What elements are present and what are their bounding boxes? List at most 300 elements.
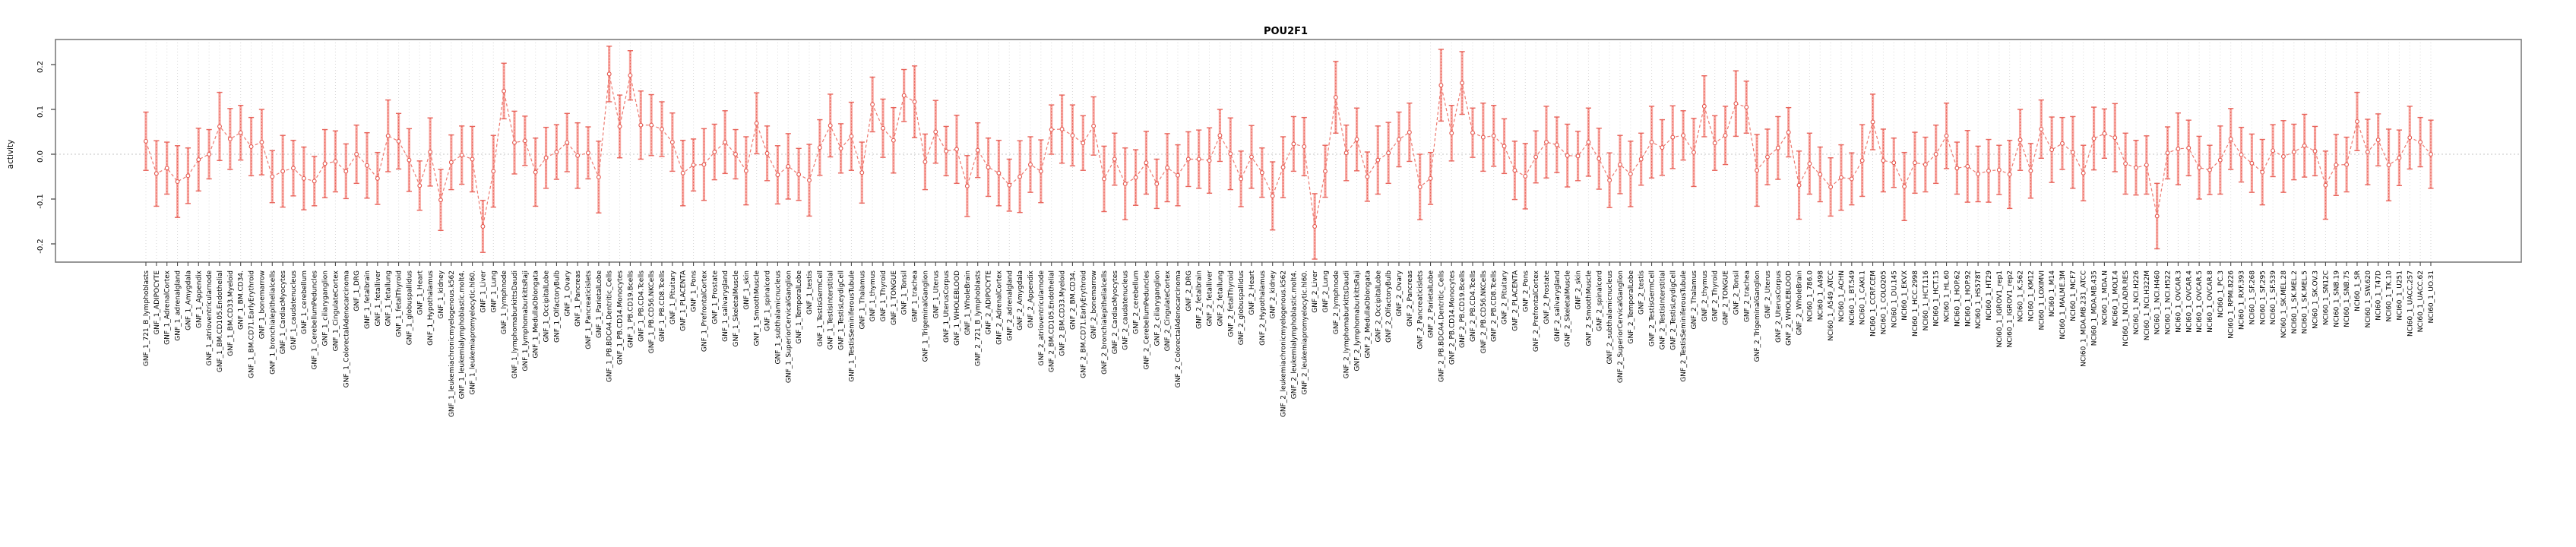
x-tick-label: GNF_2_WholeBrain xyxy=(1796,270,1804,336)
x-tick-label: GNF_1_fetalThyroid xyxy=(395,270,403,337)
x-tick-label: NCI60_1_NCI.H226 xyxy=(2132,270,2141,335)
x-tick-label: GNF_1_BM.CD33.Myeloid xyxy=(226,270,235,356)
data-point-marker xyxy=(1524,175,1527,179)
x-tick-label: GNF_1_TemporalLobe xyxy=(796,270,804,344)
series-layer xyxy=(143,46,2433,259)
x-tick-label: GNF_1_CerebellumPeduncles xyxy=(311,270,319,370)
x-tick-label: GNF_2_ParietalLobe xyxy=(1427,270,1435,339)
data-point-marker xyxy=(1576,154,1580,158)
data-point-marker xyxy=(1144,161,1148,165)
x-tick-label: GNF_2_WHOLEBLOOD xyxy=(1785,270,1793,346)
data-point-marker xyxy=(154,172,158,175)
x-tick-label: GNF_1_caudatenucleus xyxy=(290,270,298,350)
data-point-marker xyxy=(1987,169,1991,172)
x-tick-label: NCI60_1_OVCAR.4 xyxy=(2185,270,2194,333)
data-point-marker xyxy=(1281,166,1285,169)
data-point-marker xyxy=(818,146,821,150)
data-point-marker xyxy=(2124,162,2128,166)
data-point-marker xyxy=(2239,153,2243,157)
x-tick-label: GNF_2_lymphomaburkittsRaji xyxy=(1353,270,1362,372)
x-tick-label: GNF_1_fetalliver xyxy=(374,270,382,327)
x-tick-label: GNF_1_Thyroid xyxy=(879,270,888,322)
data-point-marker xyxy=(1166,166,1169,169)
x-tick-label: GNF_2_leukemiapromyelocytic.hl60. xyxy=(1301,270,1309,395)
x-tick-label: GNF_2_SkeletalMuscle xyxy=(1564,270,1572,347)
x-tick-label: GNF_1_Pituitary xyxy=(669,270,677,325)
data-point-marker xyxy=(913,100,916,104)
data-point-marker xyxy=(1018,175,1022,179)
x-tick-label: NCI60_1_MOLT.4 xyxy=(2112,270,2120,327)
x-tick-label: GNF_2_Ovary xyxy=(1395,270,1404,317)
x-tick-label: GNF_2_Appendix xyxy=(1027,270,1035,328)
data-point-marker xyxy=(312,179,316,183)
data-point-marker xyxy=(207,153,211,157)
x-tick-label: NCI60_1_MCF7 xyxy=(2069,270,2078,321)
x-tick-label: GNF_2_Thalamus xyxy=(1690,270,1698,330)
data-point-marker xyxy=(523,139,527,143)
x-tick-label: GNF_1_cerebellum xyxy=(300,270,309,334)
data-point-marker xyxy=(860,171,864,175)
x-tick-label: NCI60_1_U251 xyxy=(2396,270,2404,321)
data-point-marker xyxy=(1260,171,1264,175)
x-tick-label: GNF_1_SuperiorCervicalGanglion xyxy=(785,270,793,384)
x-tick-label: GNF_2_testis xyxy=(1638,270,1646,315)
data-point-marker xyxy=(1134,175,1138,179)
x-tick-label: NCI60_1_NCI.ADR.RES xyxy=(2122,270,2131,346)
x-tick-label: GNF_2_Amygdala xyxy=(1017,270,1025,330)
data-point-marker xyxy=(997,171,1001,175)
x-tick-label: GNF_2_globuspallidus xyxy=(1238,270,1246,346)
x-tick-label: GNF_1_Lung xyxy=(490,270,498,313)
data-point-marker xyxy=(1239,177,1243,181)
data-point-marker xyxy=(1860,159,1864,163)
x-tick-label: GNF_2_SuperiorCervicalGanglion xyxy=(1616,270,1625,384)
x-tick-label: GNF_1_Tonsil xyxy=(900,270,909,315)
x-tick-label: NCI60_1_SN12C xyxy=(2322,270,2331,326)
data-point-marker xyxy=(1545,141,1549,144)
x-tick-label: GNF_1_thymus xyxy=(869,270,878,322)
x-tick-label: GNF_2_cerebellum xyxy=(1132,270,1141,334)
x-tick-label: GNF_2_Pons xyxy=(1522,270,1530,312)
data-point-marker xyxy=(1197,157,1201,161)
x-tick-label: GNF_1_PB.CD14.Monocytes xyxy=(616,270,625,365)
data-point-marker xyxy=(2198,166,2201,169)
data-point-marker xyxy=(955,147,959,151)
x-tick-label: GNF_2_Tonsil xyxy=(1733,270,1741,315)
data-point-marker xyxy=(2081,171,2085,175)
x-tick-label: NCI60_1_K.562 xyxy=(2017,270,2025,322)
data-point-marker xyxy=(681,171,685,175)
x-tick-label: GNF_1_Pancreas xyxy=(574,270,583,327)
data-point-marker xyxy=(1397,138,1401,141)
data-point-marker xyxy=(923,160,927,164)
x-tick-label: GNF_2_PB.CD8.Tcells xyxy=(1490,270,1498,343)
x-tick-label: GNF_1_ciliaryganglion xyxy=(321,270,330,346)
x-tick-label: NCI60_1_RXF.393 xyxy=(2238,270,2246,330)
data-point-marker xyxy=(2366,150,2369,154)
x-tick-label: GNF_1_PB.CD56.NKCells xyxy=(648,270,657,354)
data-point-marker xyxy=(1628,172,1632,176)
data-point-marker xyxy=(2218,158,2222,162)
x-tick-label: NCI60_1_UACC.62 xyxy=(2417,270,2426,333)
data-point-marker xyxy=(1060,128,1064,131)
data-point-marker xyxy=(2429,153,2433,157)
x-tick-label: GNF_1_TestisInterstitial xyxy=(827,270,835,350)
x-tick-label: GNF_2_OccipitalLobe xyxy=(1375,270,1383,343)
data-point-marker xyxy=(271,175,274,179)
data-point-marker xyxy=(228,138,232,141)
x-tick-label: GNF_1_Hypothalamus xyxy=(427,270,435,346)
x-tick-label: GNF_2_MedullaOblongata xyxy=(1364,270,1372,359)
data-point-marker xyxy=(1639,157,1643,161)
x-tick-label: GNF_2_Pituitary xyxy=(1501,270,1509,325)
data-point-marker xyxy=(1418,185,1422,189)
x-tick-label: GNF_1_Pancreaticislets xyxy=(584,270,593,349)
data-point-marker xyxy=(2050,148,2054,152)
data-point-marker xyxy=(218,125,222,128)
x-tick-label: NCI60_1_SF.539 xyxy=(2270,270,2278,325)
data-point-marker xyxy=(2071,150,2074,154)
data-point-marker xyxy=(2313,149,2317,153)
x-tick-label: GNF_2_spinalcord xyxy=(1596,270,1604,331)
data-point-marker xyxy=(1460,81,1464,85)
data-point-marker xyxy=(1587,141,1590,144)
x-tick-label: NCI60_1_UACC.257 xyxy=(2407,270,2415,337)
data-point-marker xyxy=(2208,168,2212,172)
x-tick-label: NCI60_1_SNB.19 xyxy=(2333,270,2341,327)
data-point-marker xyxy=(555,150,559,154)
x-tick-label: GNF_2_UterusCorpus xyxy=(1774,270,1783,343)
x-tick-label: GNF_2_Hypothalamus xyxy=(1258,270,1267,346)
data-point-marker xyxy=(2292,150,2296,154)
x-tick-label: NCI60_1_HCC.2998 xyxy=(1911,270,1919,337)
y-axis-title: activity xyxy=(6,139,15,169)
data-point-marker xyxy=(702,163,706,166)
x-tick-label: GNF_1_PrefrontalCortex xyxy=(701,270,709,353)
data-point-marker xyxy=(650,123,653,127)
data-point-marker xyxy=(839,147,843,150)
x-tick-label: NCI60_1_ACHN xyxy=(1837,270,1846,322)
x-tick-label: NCI60_1_SF.295 xyxy=(2259,270,2267,325)
data-point-marker xyxy=(965,184,969,188)
x-tick-label: GNF_1_TestisSeminiferousTubule xyxy=(848,270,856,382)
data-point-marker xyxy=(1471,131,1475,134)
x-tick-label: GNF_1_MedullaOblongata xyxy=(532,270,540,359)
data-point-marker xyxy=(544,156,548,160)
x-tick-label: GNF_1_testis xyxy=(805,270,814,315)
data-point-marker xyxy=(533,170,537,174)
data-point-marker xyxy=(197,158,201,162)
data-point-marker xyxy=(1829,185,1833,189)
data-point-marker xyxy=(302,176,305,180)
x-tick-label: NCI60_1_A498 xyxy=(1817,270,1825,321)
data-point-marker xyxy=(260,141,264,144)
x-tick-label: NCI60_1_786.0 xyxy=(1806,270,1815,322)
x-tick-label: GNF_1_salivarygland xyxy=(722,270,730,342)
data-point-marker xyxy=(587,151,590,155)
data-point-marker xyxy=(776,173,780,177)
data-point-marker xyxy=(1713,141,1717,145)
x-tick-label: GNF_1_trachea xyxy=(911,270,919,323)
data-point-marker xyxy=(2040,128,2043,131)
x-tick-label: NCI60_1_HT29 xyxy=(1985,270,1993,321)
data-point-marker xyxy=(1071,134,1074,138)
x-tick-label: GNF_1_SmoothMuscle xyxy=(753,270,761,346)
data-point-marker xyxy=(1112,157,1116,161)
data-point-marker xyxy=(1534,155,1538,159)
x-tick-label: GNF_2_TestisSeminiferousTubule xyxy=(1680,270,1688,382)
x-tick-label: GNF_1_Appendix xyxy=(195,270,204,328)
x-tick-label: GNF_2_ColorectalAdenocarcinoma xyxy=(1174,270,1182,388)
x-tick-label: GNF_1_ColorectalAdenocarcinoma xyxy=(343,270,351,388)
x-tick-label: GNF_1_fetalbrain xyxy=(363,270,372,329)
data-point-marker xyxy=(1513,169,1517,172)
data-point-marker xyxy=(407,158,411,162)
x-tick-label: GNF_1_WholeBrain xyxy=(964,270,972,336)
data-point-marker xyxy=(1565,153,1569,157)
x-tick-label: GNF_1_globuspallidus xyxy=(406,270,414,346)
x-tick-label: GNF_1_Amygdala xyxy=(185,270,193,330)
x-tick-label: NCI60_1_MALME.3M xyxy=(2059,270,2067,340)
x-tick-label: GNF_2_PB.CD14.Monocytes xyxy=(1448,270,1457,365)
x-tick-label: GNF_2_DRG xyxy=(1185,270,1193,311)
x-tick-label: GNF_1_bonemarrow xyxy=(258,270,267,340)
x-tick-label: GNF_2_trachea xyxy=(1743,270,1752,323)
x-tick-label: GNF_1_Pons xyxy=(690,270,698,312)
x-tick-label: GNF_2_BM.CD105.Endothelial xyxy=(1048,270,1056,373)
data-point-marker xyxy=(2187,146,2191,150)
data-point-marker xyxy=(670,141,674,144)
y-tick-label: -0.2 xyxy=(36,239,45,254)
data-point-marker xyxy=(723,141,727,144)
data-point-marker xyxy=(902,93,906,97)
x-tick-label: NCI60_1_SNB.75 xyxy=(2343,270,2352,327)
data-point-marker xyxy=(366,163,369,167)
data-point-marker xyxy=(1840,175,1843,179)
data-point-marker xyxy=(1955,166,1959,170)
x-tick-label: NCI60_1_BT.549 xyxy=(1848,270,1856,326)
data-point-marker xyxy=(2103,131,2106,135)
data-point-marker xyxy=(1766,155,1770,159)
x-tick-label: NCI60_1_SR xyxy=(2353,270,2362,311)
data-point-marker xyxy=(639,123,643,127)
data-point-marker xyxy=(1808,162,1812,166)
data-point-marker xyxy=(375,176,379,180)
data-point-marker xyxy=(1850,177,1853,181)
x-tick-label: GNF_2_PB.BDCA4.Dentritic_Cells xyxy=(1438,270,1446,383)
x-tick-label: GNF_2_bronchialepithelialcells xyxy=(1100,270,1109,375)
data-point-marker xyxy=(2135,166,2138,169)
data-point-marker xyxy=(1702,104,1706,108)
data-point-marker xyxy=(1439,84,1443,87)
x-tick-label: GNF_2_kidney xyxy=(1269,270,1277,319)
data-point-marker xyxy=(1407,131,1411,134)
data-point-marker xyxy=(2282,155,2286,159)
data-point-marker xyxy=(1387,151,1391,155)
data-point-marker xyxy=(934,130,938,134)
data-point-marker xyxy=(1186,157,1190,161)
data-point-marker xyxy=(2408,136,2412,140)
x-tick-label: NCI60_1_IGROV1_rep1 xyxy=(1995,270,2004,348)
x-tick-label: GNF_1_DRG xyxy=(353,270,362,311)
x-tick-label: GNF_2_Thyroid xyxy=(1711,270,1720,322)
x-tick-label: NCI60_1_HOP.62 xyxy=(1954,270,1962,327)
x-tick-label: NCI60_1_SK.MEL.5 xyxy=(2301,270,2309,334)
x-tick-label: NCI60_1_M14 xyxy=(2049,270,2057,318)
x-tick-label: GNF_2_Uterus xyxy=(1764,270,1772,319)
x-tick-label: NCI60_1_EKVX xyxy=(1901,270,1910,321)
data-point-marker xyxy=(1608,179,1612,182)
x-tick-label: GNF_1_721_B_lymphoblasts xyxy=(143,270,150,367)
data-point-marker xyxy=(2092,137,2096,141)
data-point-marker xyxy=(976,148,979,152)
data-point-marker xyxy=(1734,102,1738,106)
x-tick-label: NCI60_1_MDA.MB.435 xyxy=(2090,270,2099,346)
x-tick-label: NCI60_1_MDA.MB.231_ATCC xyxy=(2080,270,2088,367)
x-tick-label: GNF_2_PrefrontalCortex xyxy=(1533,270,1541,353)
data-point-marker xyxy=(2229,138,2233,141)
data-point-marker xyxy=(355,153,359,157)
x-tick-label: GNF_2_PLACENTA xyxy=(1511,270,1520,331)
x-tick-label: NCI60_1_RPMI.8226 xyxy=(2227,270,2236,339)
x-tick-label: NCI60_1_HOP.92 xyxy=(1964,270,1973,327)
x-tick-label: NCI60_1_CAKI.1 xyxy=(1859,270,1867,325)
data-point-marker xyxy=(871,103,875,106)
x-tick-label: GNF_1_TrigeminalGanglion xyxy=(922,270,930,362)
x-tick-label: GNF_1_atrioventricularnode xyxy=(206,270,214,366)
data-point-marker xyxy=(429,150,432,154)
data-point-marker xyxy=(323,162,327,166)
x-tick-label: GNF_2_SmoothMuscle xyxy=(1585,270,1593,346)
data-point-marker xyxy=(1555,143,1559,147)
data-point-marker xyxy=(2324,183,2328,187)
x-tick-label: GNF_2_Pancreas xyxy=(1406,270,1414,327)
data-point-marker xyxy=(281,169,285,173)
data-point-marker xyxy=(607,72,611,76)
data-point-marker xyxy=(1619,163,1622,166)
data-point-marker xyxy=(1776,146,1780,150)
x-tick-label: GNF_1_lymphomaburkittsDaudi xyxy=(511,270,519,379)
data-point-marker xyxy=(986,166,990,169)
x-tick-label: GNF_2_Liver xyxy=(1312,270,1320,313)
data-point-marker xyxy=(1755,169,1759,172)
data-point-marker xyxy=(1450,131,1454,135)
x-tick-label: GNF_2_BM.CD33.Myeloid xyxy=(1059,270,1067,356)
x-tick-label: GNF_2_Pancreaticislets xyxy=(1416,270,1425,349)
x-tick-label: GNF_2_subthalamicnucleus xyxy=(1606,270,1615,365)
data-point-marker xyxy=(881,126,885,130)
x-tick-label: GNF_1_spinalcord xyxy=(764,270,772,331)
data-point-marker xyxy=(1344,151,1348,155)
data-point-marker xyxy=(2356,120,2359,124)
data-point-marker xyxy=(397,139,400,143)
x-tick-label: GNF_2_BM.CD34. xyxy=(1069,270,1078,330)
data-point-marker xyxy=(449,160,453,164)
x-tick-label: NCI60_1_SF.268 xyxy=(2248,270,2257,325)
data-point-marker xyxy=(1797,183,1801,187)
data-point-marker xyxy=(2113,136,2117,140)
data-point-marker xyxy=(1103,177,1106,181)
x-tick-label: GNF_1_subthalamicnucleus xyxy=(774,270,783,365)
data-point-marker xyxy=(1229,152,1233,156)
x-tick-label: GNF_2_ADIPOCYTE xyxy=(985,270,993,335)
x-tick-label: GNF_1_SkeletalMuscle xyxy=(732,270,740,347)
x-tick-label: GNF_2_TONGUE xyxy=(1722,270,1730,326)
x-tick-label: GNF_2_PB.CD4.Tcells xyxy=(1469,270,1477,343)
data-point-marker xyxy=(1250,155,1254,159)
x-tick-label: GNF_1_bronchialepithelialcells xyxy=(269,270,277,375)
data-point-marker xyxy=(1271,194,1274,198)
x-tick-label: GNF_2_leukemiachronicmyelogenous.k562 xyxy=(1280,270,1288,418)
data-point-marker xyxy=(797,172,801,176)
data-point-marker xyxy=(1966,165,1970,169)
x-tick-label: GNF_1_TestisLeydigCell xyxy=(837,270,846,350)
data-point-marker xyxy=(891,138,895,142)
data-point-marker xyxy=(144,139,148,143)
x-tick-label: GNF_1_fetallung xyxy=(385,270,393,327)
data-point-marker xyxy=(1092,124,1096,128)
data-point-marker xyxy=(628,74,632,77)
x-tick-label: GNF_1_PLACENTA xyxy=(679,270,688,331)
x-tick-label: NCI60_1_MDA.N xyxy=(2101,270,2109,325)
data-point-marker xyxy=(2397,156,2401,160)
data-point-marker xyxy=(850,134,853,138)
x-tick-label: GNF_2_PB.CD56.NKCells xyxy=(1479,270,1488,354)
data-point-marker xyxy=(2334,163,2338,167)
data-point-marker xyxy=(1313,225,1317,229)
x-tick-label: NCI60_1_IGROV1_rep2 xyxy=(2006,270,2014,348)
data-point-marker xyxy=(2271,149,2275,153)
data-point-marker xyxy=(439,198,443,202)
x-tick-label: GNF_1_lymphomaburkittsRaji xyxy=(521,270,530,372)
x-tick-label: GNF_2_OlfactoryBulb xyxy=(1385,270,1394,343)
data-point-marker xyxy=(470,157,474,161)
data-point-marker xyxy=(2008,172,2011,176)
data-point-marker xyxy=(1302,145,1306,149)
y-tick-label: -0.1 xyxy=(36,194,45,209)
x-tick-label: GNF_1_BM.CD105.Endothelial xyxy=(216,270,224,373)
x-tick-label: GNF_1_leukemiapromyelocytic.hl60. xyxy=(469,270,477,395)
x-tick-label: NCI60_1_HL.60 xyxy=(1943,270,1951,322)
data-point-marker xyxy=(176,180,179,184)
x-tick-label: GNF_1_Liver xyxy=(479,270,488,313)
x-tick-label: GNF_1_kidney xyxy=(437,270,445,319)
data-point-marker xyxy=(1650,141,1654,144)
data-point-marker xyxy=(165,166,169,170)
x-tick-label: GNF_1_ADIPOCYTE xyxy=(153,270,161,335)
data-point-marker xyxy=(2144,163,2148,167)
x-tick-label: GNF_1_TestisGermCell xyxy=(816,270,824,347)
data-point-marker xyxy=(292,166,296,170)
data-point-marker xyxy=(734,153,738,157)
x-tick-label: GNF_1_TONGUE xyxy=(890,270,898,326)
x-tick-label: NCI60_1_SK.MEL.28 xyxy=(2280,270,2288,339)
data-point-marker xyxy=(744,169,748,172)
data-point-marker xyxy=(1660,146,1664,150)
x-tick-label: GNF_1_leukemiachronicmyelogenous.k562 xyxy=(448,270,456,418)
x-tick-label: NCI60_1_COLO205 xyxy=(1880,270,1888,335)
x-tick-label: GNF_2_TrigeminalGanglion xyxy=(1754,270,1762,362)
x-tick-label: GNF_2_fetallung xyxy=(1217,270,1225,327)
data-point-marker xyxy=(1324,169,1328,173)
x-tick-label: GNF_1_WHOLEBLOOD xyxy=(953,270,961,346)
data-point-marker xyxy=(1492,134,1495,138)
x-tick-label: GNF_1_adrenalgland xyxy=(174,270,182,341)
x-tick-label: NCI60_1_KM12 xyxy=(2027,270,2036,321)
data-point-marker xyxy=(2029,169,2033,172)
data-point-marker xyxy=(576,153,580,157)
x-tick-label: GNF_2_Heart xyxy=(1248,270,1256,315)
